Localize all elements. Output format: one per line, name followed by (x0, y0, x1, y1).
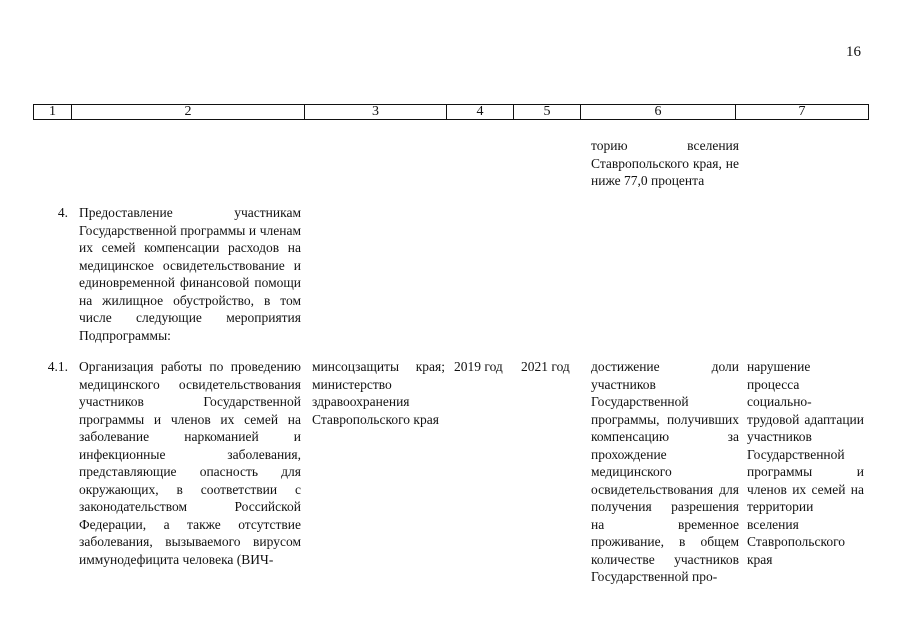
header-col-5: 5 (514, 105, 581, 120)
row-4-1-indicator: достижение доли участников Государственной программы, получивших компенсацию за прохождение медицинского освидетельствования для получения разрешения на временное проживание, в общем количестве участников Государственной про- (591, 359, 739, 584)
header-col-2: 2 (72, 105, 305, 120)
column-number-header (33, 104, 869, 120)
row-4-title: Предоставление участникам Государственной программы и членам их семей компенсации расходов на медицинское освидетельствование и единовременной финансовой помощи на жилищное обустройство, в том числе следующие мероприятия Подпрограммы: (79, 205, 301, 343)
continuation-indicator: торию вселения Ставропольского края, не ниже 77,0 процента (591, 138, 739, 188)
page-number: 16 (846, 44, 861, 60)
header-col-4: 4 (447, 105, 514, 120)
row-4-1-risk: нарушение процесса социально-трудовой адаптации участников Государственной программы и членов их семей на территории вселения Ставропольского края (747, 359, 864, 567)
header-col-6: 6 (581, 105, 736, 120)
header-col-7: 7 (736, 105, 869, 120)
row-4-1-description: Организация работы по проведению медицинского освидетельствования участников Государственной программы и членов их семей на заболевание наркоманией и инфекционные заболевания, представляющие опасность для окружающих, в соответствии с законодательством Российской Федерации, а также отсутствие заболевания, вызываемого вирусом иммунодефицита человека (ВИЧ- (79, 359, 301, 567)
row-4-1-start-year: 2019 год (454, 359, 503, 374)
row-4-1-end-year: 2021 год (521, 359, 570, 374)
row-4-number: 4. (57, 205, 68, 220)
row-4-1-number: 4.1. (47, 359, 68, 374)
header-col-3: 3 (305, 105, 447, 120)
row-4-1-executors: минсоцзащиты края; министерство здравоохранения Ставропольского края (312, 359, 445, 427)
header-col-1: 1 (34, 105, 72, 120)
